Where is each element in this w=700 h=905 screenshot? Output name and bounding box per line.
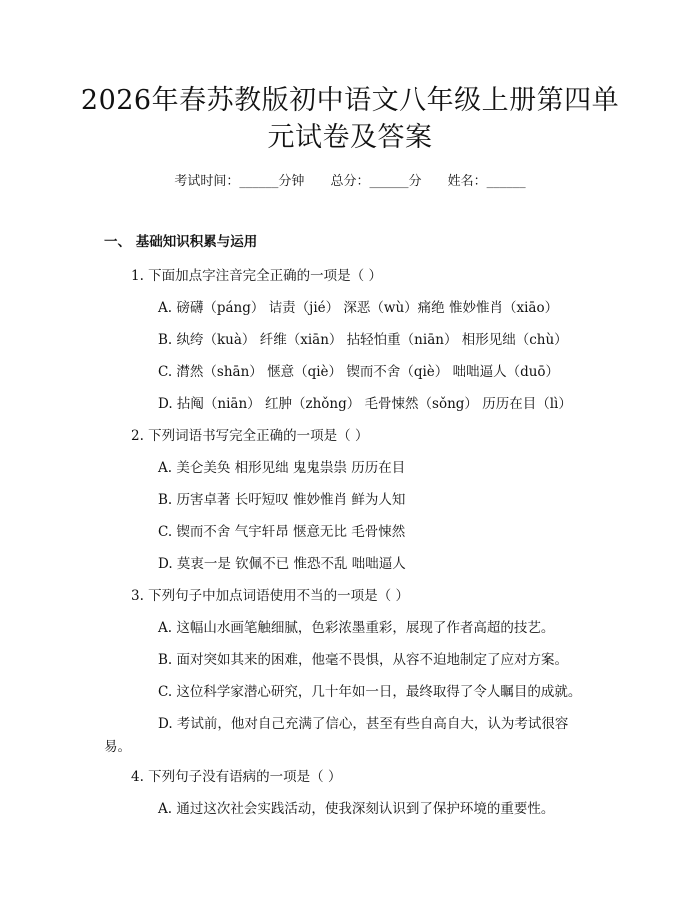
question-2-option-d: D. 莫衷一是 钦佩不已 惟恐不乱 咄咄逼人: [158, 556, 406, 572]
document-title: [0, 82, 700, 156]
student-name: 姓名：______: [447, 174, 526, 189]
question-1-option-d: D. 拈阄（niān） 红肿（zhǒng） 毛骨悚然（sǒng） 历历在目（lì）: [158, 396, 572, 412]
question-3-option-d-continued: 易。: [104, 739, 131, 755]
title-line-2: 元试卷及答案: [267, 122, 433, 153]
title-line-1: 2026年春苏教版初中语文八年级上册第四单: [80, 85, 620, 116]
question-2-stem: 2. 下列词语书写完全正确的一项是（ ）: [131, 428, 369, 444]
question-1-option-a: A. 磅礴（páng） 诘责（jié） 深恶（wù）痛绝 惟妙惟肖（xiāo）: [158, 300, 559, 316]
section-heading-1: 一、 基础知识积累与运用: [104, 234, 258, 250]
exam-time: 考试时间：______分钟: [174, 174, 305, 189]
question-1-option-b: B. 纨绔（kuà） 纤维（xiān） 拈轻怕重（niān） 相形见绌（chù）: [158, 332, 568, 348]
question-2-option-a: A. 美仑美奂 相形见绌 鬼鬼祟祟 历历在目: [158, 460, 406, 476]
question-3-option-a: A. 这幅山水画笔触细腻，色彩浓墨重彩，展现了作者高超的技艺。: [158, 620, 555, 636]
exam-meta: [0, 170, 700, 189]
question-3-option-d: D. 考试前，他对自己充满了信心，甚至有些自高自大，认为考试很容: [158, 716, 569, 732]
question-1-stem: 1. 下面加点字注音完全正确的一项是（ ）: [131, 268, 382, 284]
question-3-option-c: C. 这位科学家潜心研究，几十年如一日，最终取得了令人瞩目的成就。: [158, 684, 582, 700]
question-2-option-b: B. 历害卓著 长吁短叹 惟妙惟肖 鲜为人知: [158, 492, 406, 508]
question-2-option-c: C. 锲而不舍 气宇轩昂 惬意无比 毛骨悚然: [158, 524, 406, 540]
question-3-stem: 3. 下列句子中加点词语使用不当的一项是（ ）: [131, 588, 409, 604]
exam-score: 总分：______分: [330, 174, 422, 189]
question-3-option-b: B. 面对突如其来的困难，他毫不畏惧，从容不迫地制定了应对方案。: [158, 652, 569, 668]
question-4-option-a: A. 通过这次社会实践活动，使我深刻认识到了保护环境的重要性。: [158, 801, 555, 817]
question-4-stem: 4. 下列句子没有语病的一项是（ ）: [131, 769, 342, 785]
question-1-option-c: C. 潸然（shān） 惬意（qiè） 锲而不舍（qiè） 咄咄逼人（duō）: [158, 364, 560, 380]
